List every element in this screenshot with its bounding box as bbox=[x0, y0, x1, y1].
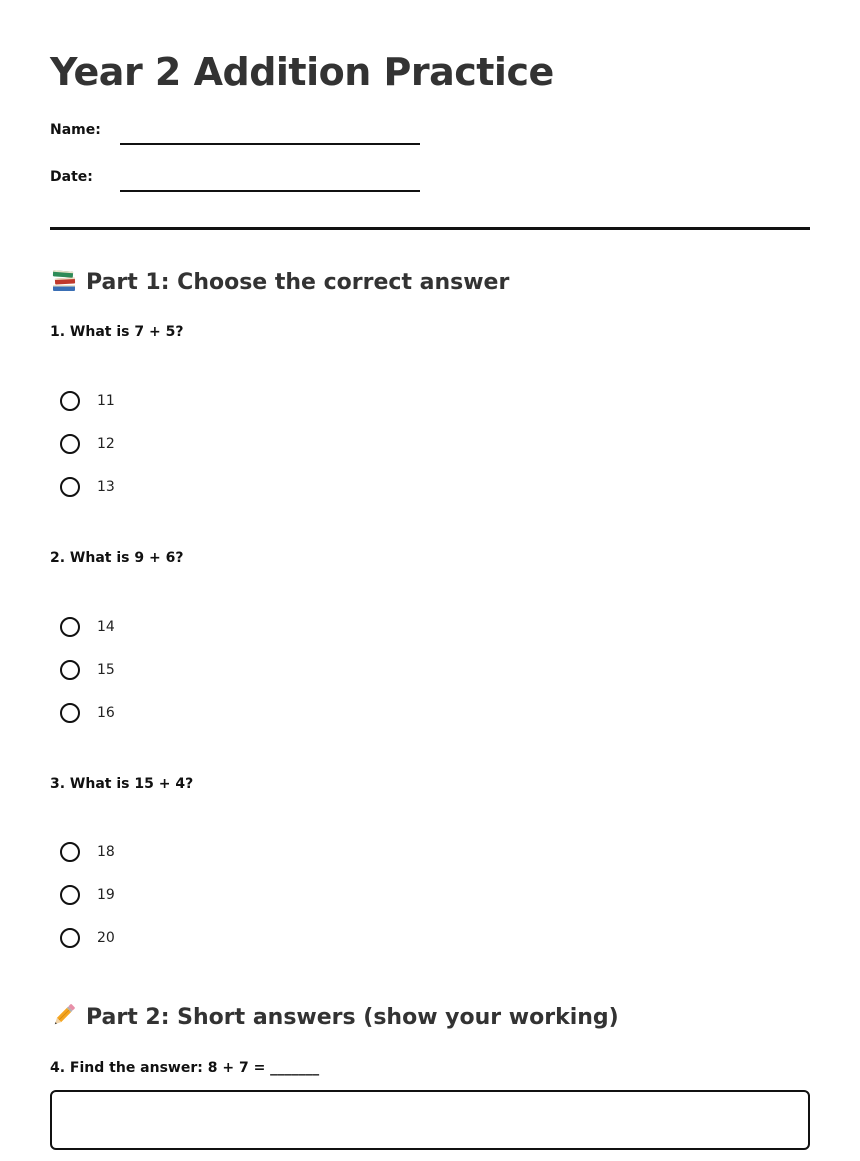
option-label: 15 bbox=[97, 662, 115, 678]
question-4: 4. Find the answer: 8 + 7 = _______ bbox=[50, 1060, 320, 1076]
question-2: 2. What is 9 + 6? bbox=[50, 550, 184, 566]
q2-option-3[interactable] bbox=[60, 700, 115, 726]
option-label: 16 bbox=[97, 705, 115, 721]
option-label: 12 bbox=[97, 436, 115, 452]
option-label: 20 bbox=[97, 930, 115, 946]
page-title: Year 2 Addition Practice bbox=[50, 50, 554, 94]
option-label: 13 bbox=[97, 479, 115, 495]
question-1: 1. What is 7 + 5? bbox=[50, 324, 184, 340]
part1-heading bbox=[50, 266, 509, 295]
q1-option-3[interactable] bbox=[60, 474, 115, 500]
date-label: Date: bbox=[50, 169, 93, 185]
question-3: 3. What is 15 + 4? bbox=[50, 776, 194, 792]
option-label: 18 bbox=[97, 844, 115, 860]
name-line[interactable] bbox=[120, 143, 420, 145]
q3-option-2[interactable] bbox=[60, 882, 115, 908]
radio-button[interactable] bbox=[60, 434, 80, 454]
q1-option-2[interactable] bbox=[60, 431, 115, 457]
date-line[interactable] bbox=[120, 190, 420, 192]
option-label: 14 bbox=[97, 619, 115, 635]
option-label: 11 bbox=[97, 393, 115, 409]
q1-option-1[interactable] bbox=[60, 388, 115, 414]
q2-option-2[interactable] bbox=[60, 657, 115, 683]
radio-button[interactable] bbox=[60, 928, 80, 948]
q2-option-1[interactable] bbox=[60, 614, 115, 640]
answer-input[interactable] bbox=[50, 1090, 810, 1150]
part2-heading-text: Part 2: Short answers (show your working) bbox=[86, 1005, 619, 1030]
radio-button[interactable] bbox=[60, 391, 80, 411]
radio-button[interactable] bbox=[60, 703, 80, 723]
radio-button[interactable] bbox=[60, 885, 80, 905]
q3-option-3[interactable] bbox=[60, 925, 115, 951]
radio-button[interactable] bbox=[60, 477, 80, 497]
books-icon bbox=[50, 266, 78, 294]
option-label: 19 bbox=[97, 887, 115, 903]
name-label: Name: bbox=[50, 122, 101, 138]
q3-option-1[interactable] bbox=[60, 839, 115, 865]
part1-heading-text: Part 1: Choose the correct answer bbox=[86, 270, 510, 295]
part2-heading bbox=[50, 1001, 619, 1030]
radio-button[interactable] bbox=[60, 660, 80, 680]
divider bbox=[50, 227, 810, 230]
radio-button[interactable] bbox=[60, 842, 80, 862]
radio-button[interactable] bbox=[60, 617, 80, 637]
pencil-icon bbox=[50, 1001, 78, 1029]
